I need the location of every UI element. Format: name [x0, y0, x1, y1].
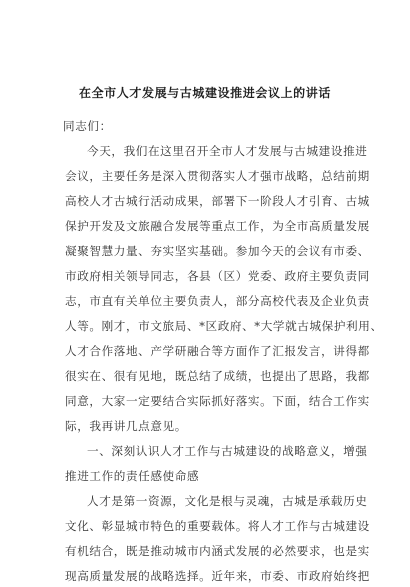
paragraph-line: 会议，主要任务是深入贯彻落实人才强市战略，总结前期: [65, 169, 370, 183]
paragraph-line: 现高质量发展的战略选择。近年来，市委、市政府始终把: [65, 569, 370, 583]
paragraph-line: 有机结合，既是推动城市内涵式发展的必然要求，也是实: [65, 544, 370, 558]
paragraph-line: 今天，我们在这里召开全市人才发展与古城建设推进: [87, 144, 368, 158]
salutation-line: 同志们：: [63, 119, 112, 133]
paragraph-line: 高校人才古城行活动成果，部署下一阶段人才引育、古城: [65, 194, 370, 208]
paragraph-line: 人才是第一资源，文化是根与灵魂，古城是承载历史: [87, 494, 368, 508]
paragraph-line: 文化、彰显城市特色的重要载体。将人才工作与古城建设: [65, 519, 370, 533]
paragraph-line: 同意，大家一定要结合实际抓好落实。下面，结合工作实: [65, 394, 370, 408]
paragraph-line: 很实在、很有见地，既总结了成绩，也提出了思路，我都: [65, 369, 370, 383]
paragraph-line: 保护开发及文旅融合发展等重点工作，为全市高质量发展: [65, 219, 370, 233]
document-title: 在全市人才发展与古城建设推进会议上的讲话: [78, 86, 331, 100]
section-heading-line: 推进工作的责任感使命感: [65, 469, 200, 483]
paragraph-line: 人等。刚才，市文旅局、*区政府、*大学就古城保护利用、: [65, 319, 383, 333]
section-heading-line: 一、深刻认识人才工作与古城建设的战略意义，增强: [87, 444, 368, 458]
paragraph-line: 市政府相关领导同志，各县（区）党委、政府主要负责同: [65, 269, 370, 283]
paragraph-line: 志，市直有关单位主要负责人，部分高校代表及企业负责: [65, 294, 370, 308]
paragraph-line: 凝聚智慧力量、夯实坚实基础。参加今天的会议有市委、: [65, 244, 370, 258]
paragraph-line: 际，我再讲几点意见。: [65, 419, 187, 433]
paragraph-line: 人才合作落地、产学研融合等方面作了汇报发言，讲得都: [65, 344, 370, 358]
